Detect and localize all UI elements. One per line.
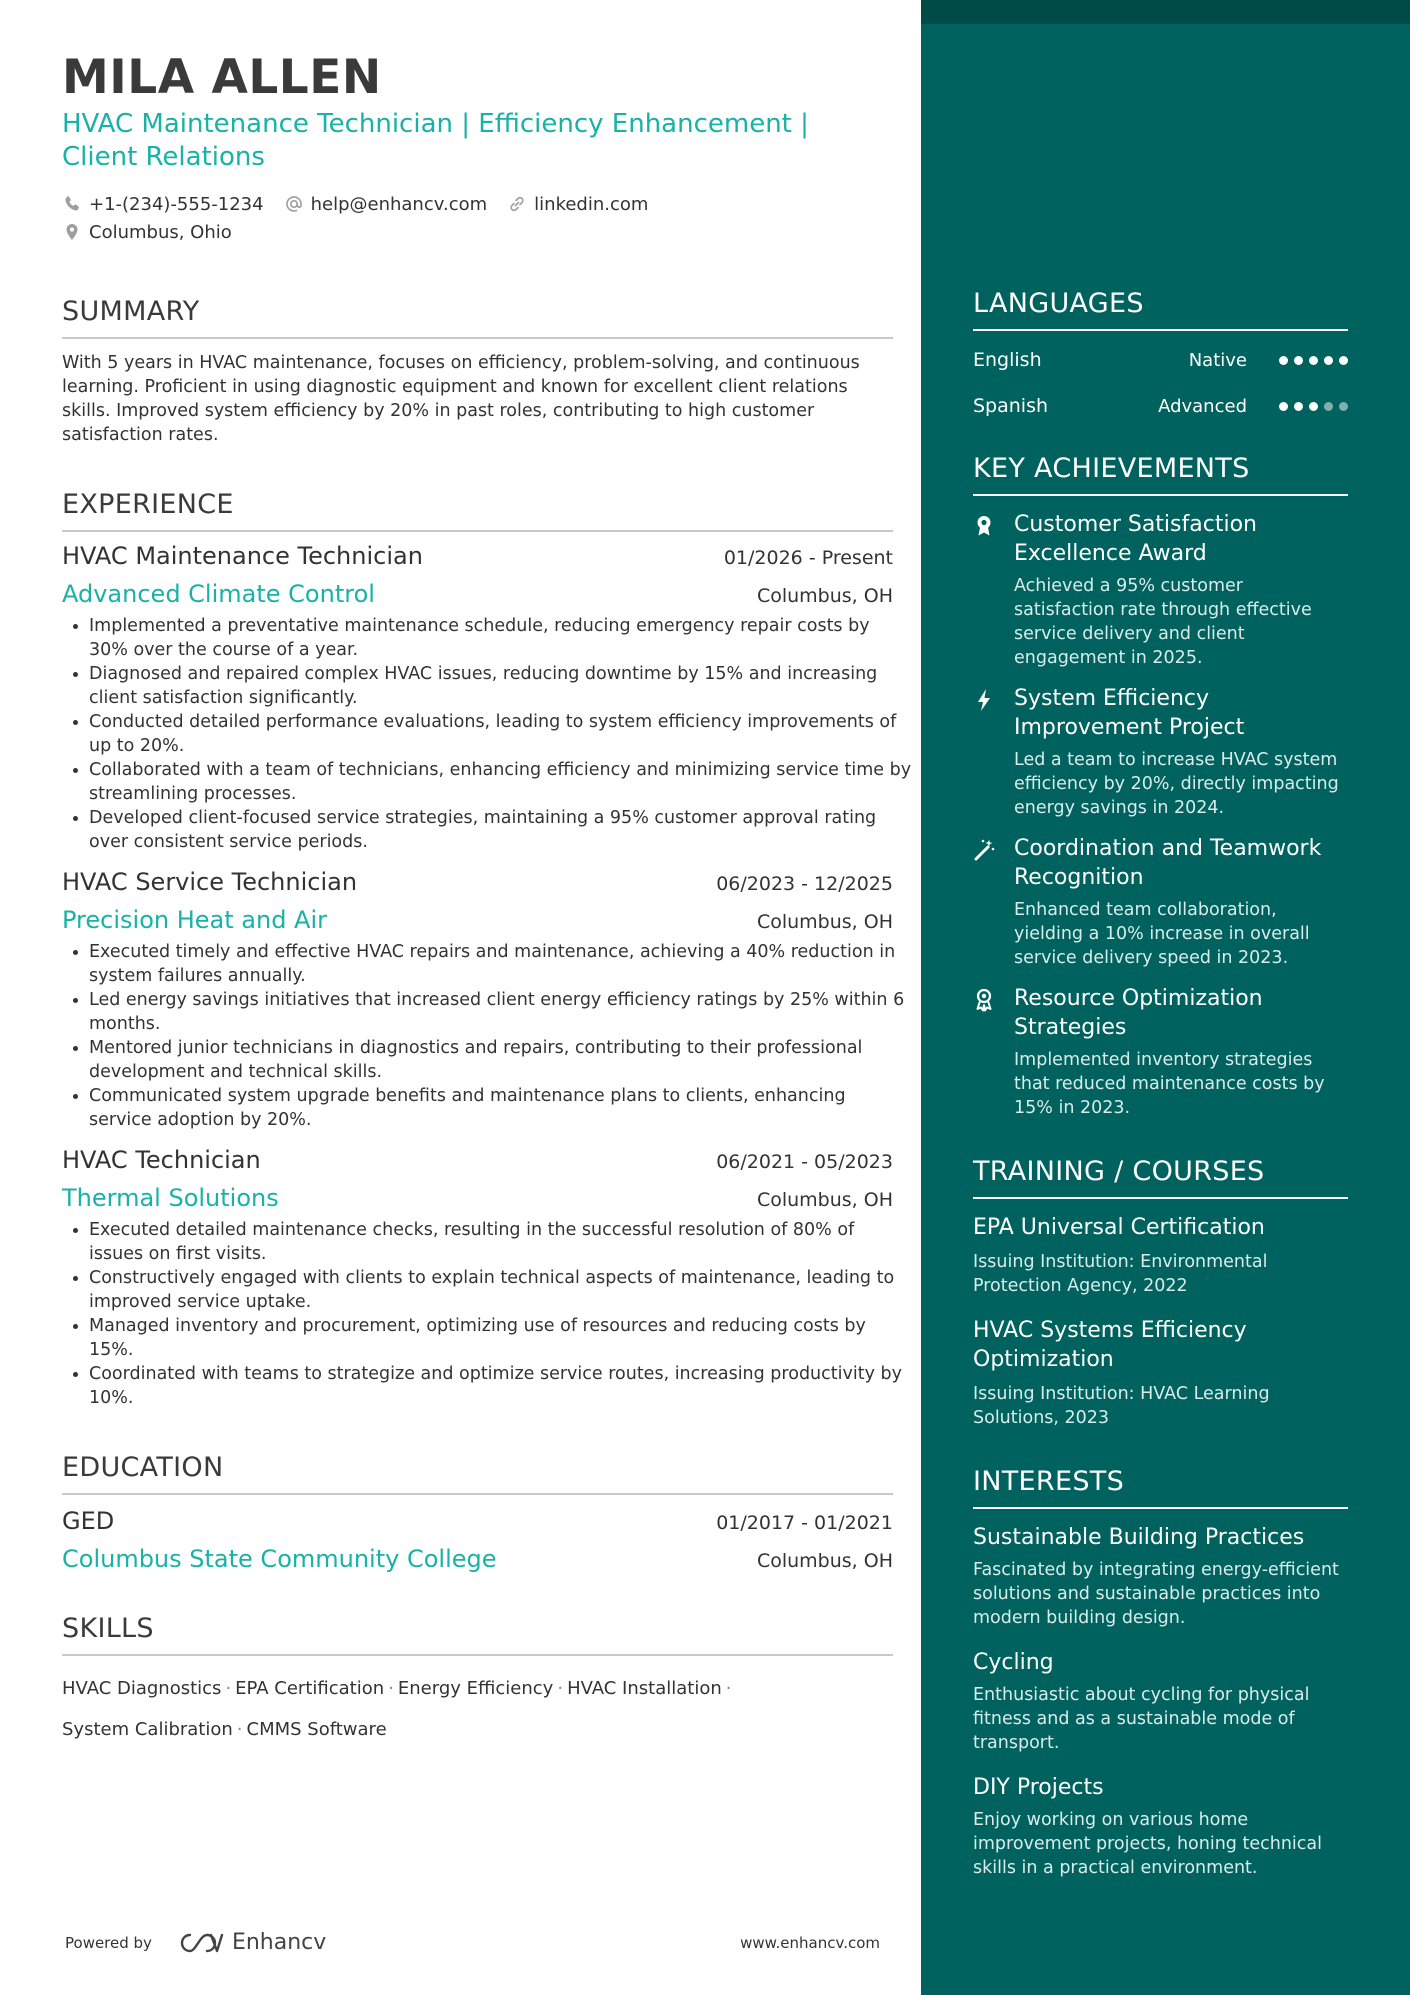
language-rating xyxy=(1273,402,1348,411)
language-name: English xyxy=(973,349,1042,371)
job-bullet: Conducted detailed performance evaluations, leading to system efficiency improvements of up to 20%. xyxy=(62,710,912,758)
rating-dot xyxy=(1294,356,1303,365)
linkedin-contact[interactable] xyxy=(507,194,648,215)
rating-dot xyxy=(1324,356,1333,365)
language-level: Native xyxy=(1188,349,1247,371)
achievement-item xyxy=(973,984,1348,1120)
achievement-desc: Enhanced team collaboration, yielding a 10% increase in overall service delivery speed in 2023. xyxy=(1014,900,1310,968)
job-bullet: Coordinated with teams to strategize and optimize service routes, increasing productivity by 10%. xyxy=(62,1362,912,1410)
interest-desc: Fascinated by integrating energy-efficient solutions and sustainable practices into modern building design. xyxy=(973,1560,1339,1628)
brand-name: Enhancv xyxy=(231,1930,327,1955)
course-item xyxy=(973,1213,1348,1298)
job-bullet: Diagnosed and repaired complex HVAC issues, reducing downtime by 15% and increasing client satisfaction significantly. xyxy=(62,662,912,710)
course-desc: Issuing Institution: HVAC Learning Solutions, 2023 xyxy=(973,1384,1270,1428)
job-bullet: Developed client-focused service strategies, maintaining a 95% customer approval rating over consistent service periods. xyxy=(62,806,912,854)
job-bullets xyxy=(62,614,912,854)
language-item xyxy=(973,383,1348,429)
experience-heading: EXPERIENCE xyxy=(62,489,893,532)
rating-dot xyxy=(1309,356,1318,365)
achievement-title: Resource Optimization Strategies xyxy=(1014,986,1263,1040)
job-company: Thermal Solutions xyxy=(62,1184,279,1212)
job-company: Precision Heat and Air xyxy=(62,906,328,934)
achievement-desc: Led a team to increase HVAC system efficiency by 20%, directly impacting energy savings in 2024. xyxy=(1014,750,1339,818)
achievements-heading: KEY ACHIEVEMENTS xyxy=(973,453,1348,496)
powered-by xyxy=(65,1930,326,1955)
location-contact xyxy=(62,222,232,243)
summary-text: With 5 years in HVAC maintenance, focuses on efficiency, problem-solving, and continuous learning. Proficient in using diagnostic equipment and known for excellent client relations skills. Improved system efficiency by 20% in past roles, contributing to high customer satisfaction rates. xyxy=(62,353,860,445)
at-sign-icon xyxy=(284,194,304,214)
skill-separator: · xyxy=(388,1678,394,1699)
job-bullet: Mentored junior technicians in diagnostics and repairs, contributing to their professional development and technical skills. xyxy=(62,1036,912,1084)
course-desc: Issuing Institution: Environmental Protection Agency, 2022 xyxy=(973,1252,1268,1296)
email-text: help@enhancv.com xyxy=(310,193,488,215)
interest-desc: Enthusiastic about cycling for physical fitness and as a sustainable mode of transport. xyxy=(973,1685,1310,1753)
job-bullets xyxy=(62,1218,902,1410)
skills-list xyxy=(62,1668,822,1750)
job-role: HVAC Service Technician xyxy=(62,868,358,896)
email-contact[interactable] xyxy=(284,194,488,215)
training-heading: TRAINING / COURSES xyxy=(973,1156,1348,1199)
award-ribbon-icon xyxy=(973,984,995,1012)
job-role: HVAC Maintenance Technician xyxy=(62,542,423,570)
job-bullet: Managed inventory and procurement, optimizing use of resources and reducing costs by 15%. xyxy=(62,1314,912,1362)
linkedin-text: linkedin.com xyxy=(534,193,649,215)
achievement-item xyxy=(973,510,1348,670)
rating-dot xyxy=(1324,402,1333,411)
interest-item xyxy=(973,1648,1348,1755)
skill-item: System Calibration xyxy=(62,1719,233,1740)
job-entry xyxy=(62,1146,902,1410)
job-dates: 06/2023 - 12/2025 xyxy=(716,873,893,895)
achievement-title: System Efficiency Improvement Project xyxy=(1014,686,1245,740)
rating-dot xyxy=(1279,356,1288,365)
job-location: Columbus, OH xyxy=(756,1189,893,1211)
interest-title: Cycling xyxy=(973,1650,1054,1675)
skill-separator: · xyxy=(225,1678,232,1699)
skill-item: HVAC Installation xyxy=(567,1678,722,1699)
interest-desc: Enjoy working on various home improvement projects, honing technical skills in a practical environment. xyxy=(973,1810,1322,1878)
education-degree: GED xyxy=(62,1507,115,1535)
job-entry xyxy=(62,868,905,1132)
achievement-item xyxy=(973,684,1348,820)
education-entry xyxy=(62,1507,893,1573)
job-bullet: Implemented a preventative maintenance schedule, reducing emergency repair costs by 30% over the course of a year. xyxy=(62,614,912,662)
skill-separator: · xyxy=(236,1719,243,1740)
phone-text: +1-(234)-555-1234 xyxy=(89,193,264,215)
candidate-title: HVAC Maintenance Technician | Efficiency Enhancement | Client Relations xyxy=(62,109,809,172)
contact-info xyxy=(62,190,893,246)
website-link[interactable]: www.enhancv.com xyxy=(740,1933,880,1952)
achievement-desc: Implemented inventory strategies that reduced maintenance costs by 15% in 2023. xyxy=(1014,1050,1325,1118)
education-school: Columbus State Community College xyxy=(62,1545,497,1573)
education-dates: 01/2017 - 01/2021 xyxy=(716,1512,893,1534)
phone-contact[interactable] xyxy=(62,194,264,215)
languages-heading: LANGUAGES xyxy=(973,288,1348,331)
skill-separator: · xyxy=(557,1678,564,1699)
interest-item xyxy=(973,1523,1348,1630)
location-pin-icon xyxy=(62,222,82,242)
course-title: EPA Universal Certification xyxy=(973,1215,1265,1240)
course-title: HVAC Systems Efficiency Optimization xyxy=(973,1318,1247,1372)
link-icon xyxy=(507,194,527,214)
rating-dot xyxy=(1309,402,1318,411)
job-bullet: Executed detailed maintenance checks, resulting in the successful resolution of 80% of issues on first visits. xyxy=(62,1218,912,1266)
skill-item: EPA Certification xyxy=(235,1678,385,1699)
job-dates: 06/2021 - 05/2023 xyxy=(716,1151,893,1173)
job-dates: 01/2026 - Present xyxy=(723,547,893,569)
language-name: Spanish xyxy=(973,395,1049,417)
job-role: HVAC Technician xyxy=(62,1146,261,1174)
job-bullet: Constructively engaged with clients to explain technical aspects of maintenance, leading to improved service uptake. xyxy=(62,1266,912,1314)
language-rating xyxy=(1273,356,1348,365)
job-location: Columbus, OH xyxy=(756,911,893,933)
summary-heading: SUMMARY xyxy=(62,296,893,339)
achievement-title: Coordination and Teamwork Recognition xyxy=(1014,836,1322,890)
skill-item: Energy Efficiency xyxy=(397,1678,554,1699)
skill-item: HVAC Diagnostics xyxy=(62,1678,222,1699)
rating-dot xyxy=(1294,402,1303,411)
location-text: Columbus, Ohio xyxy=(89,221,232,243)
education-location: Columbus, OH xyxy=(756,1550,893,1572)
magic-wand-icon xyxy=(973,834,995,862)
job-bullet: Collaborated with a team of technicians, enhancing efficiency and minimizing service time by streamlining processes. xyxy=(62,758,912,806)
skill-item: CMMS Software xyxy=(246,1719,387,1740)
job-bullets xyxy=(62,940,905,1132)
candidate-name: MILA ALLEN xyxy=(62,50,382,105)
achievement-item xyxy=(973,834,1348,970)
job-bullet: Executed timely and effective HVAC repairs and maintenance, achieving a 40% reduction in system failures annually. xyxy=(62,940,912,988)
achievement-title: Customer Satisfaction Excellence Award xyxy=(1014,512,1257,566)
interest-item xyxy=(973,1773,1348,1880)
language-level: Advanced xyxy=(1158,395,1247,417)
interest-title: Sustainable Building Practices xyxy=(973,1525,1305,1550)
course-item xyxy=(973,1316,1348,1430)
lightning-icon xyxy=(973,684,995,712)
rating-dot xyxy=(1339,402,1348,411)
phone-icon xyxy=(62,194,82,214)
skill-separator: · xyxy=(725,1678,732,1699)
powered-by-label: Powered by xyxy=(65,1933,152,1952)
achievement-desc: Achieved a 95% customer satisfaction rate through effective service delivery and client engagement in 2025. xyxy=(1014,576,1312,668)
medal-icon xyxy=(973,510,995,538)
footer xyxy=(65,1930,880,1955)
enhancv-logo-icon xyxy=(178,1931,224,1955)
sidebar xyxy=(921,0,1410,1995)
interest-title: DIY Projects xyxy=(973,1775,1104,1800)
job-location: Columbus, OH xyxy=(756,585,893,607)
job-entry xyxy=(62,542,912,854)
rating-dot xyxy=(1279,402,1288,411)
language-item xyxy=(973,337,1348,383)
interests-heading: INTERESTS xyxy=(973,1466,1348,1509)
skills-heading: SKILLS xyxy=(62,1613,893,1656)
rating-dot xyxy=(1339,356,1348,365)
job-bullet: Led energy savings initiatives that increased client energy efficiency ratings by 25% within 6 months. xyxy=(62,988,912,1036)
sidebar-top-band xyxy=(921,0,1410,24)
job-bullet: Communicated system upgrade benefits and maintenance plans to clients, enhancing service adoption by 20%. xyxy=(62,1084,912,1132)
enhancv-logo[interactable] xyxy=(178,1930,326,1955)
education-heading: EDUCATION xyxy=(62,1452,893,1495)
job-company: Advanced Climate Control xyxy=(62,580,375,608)
